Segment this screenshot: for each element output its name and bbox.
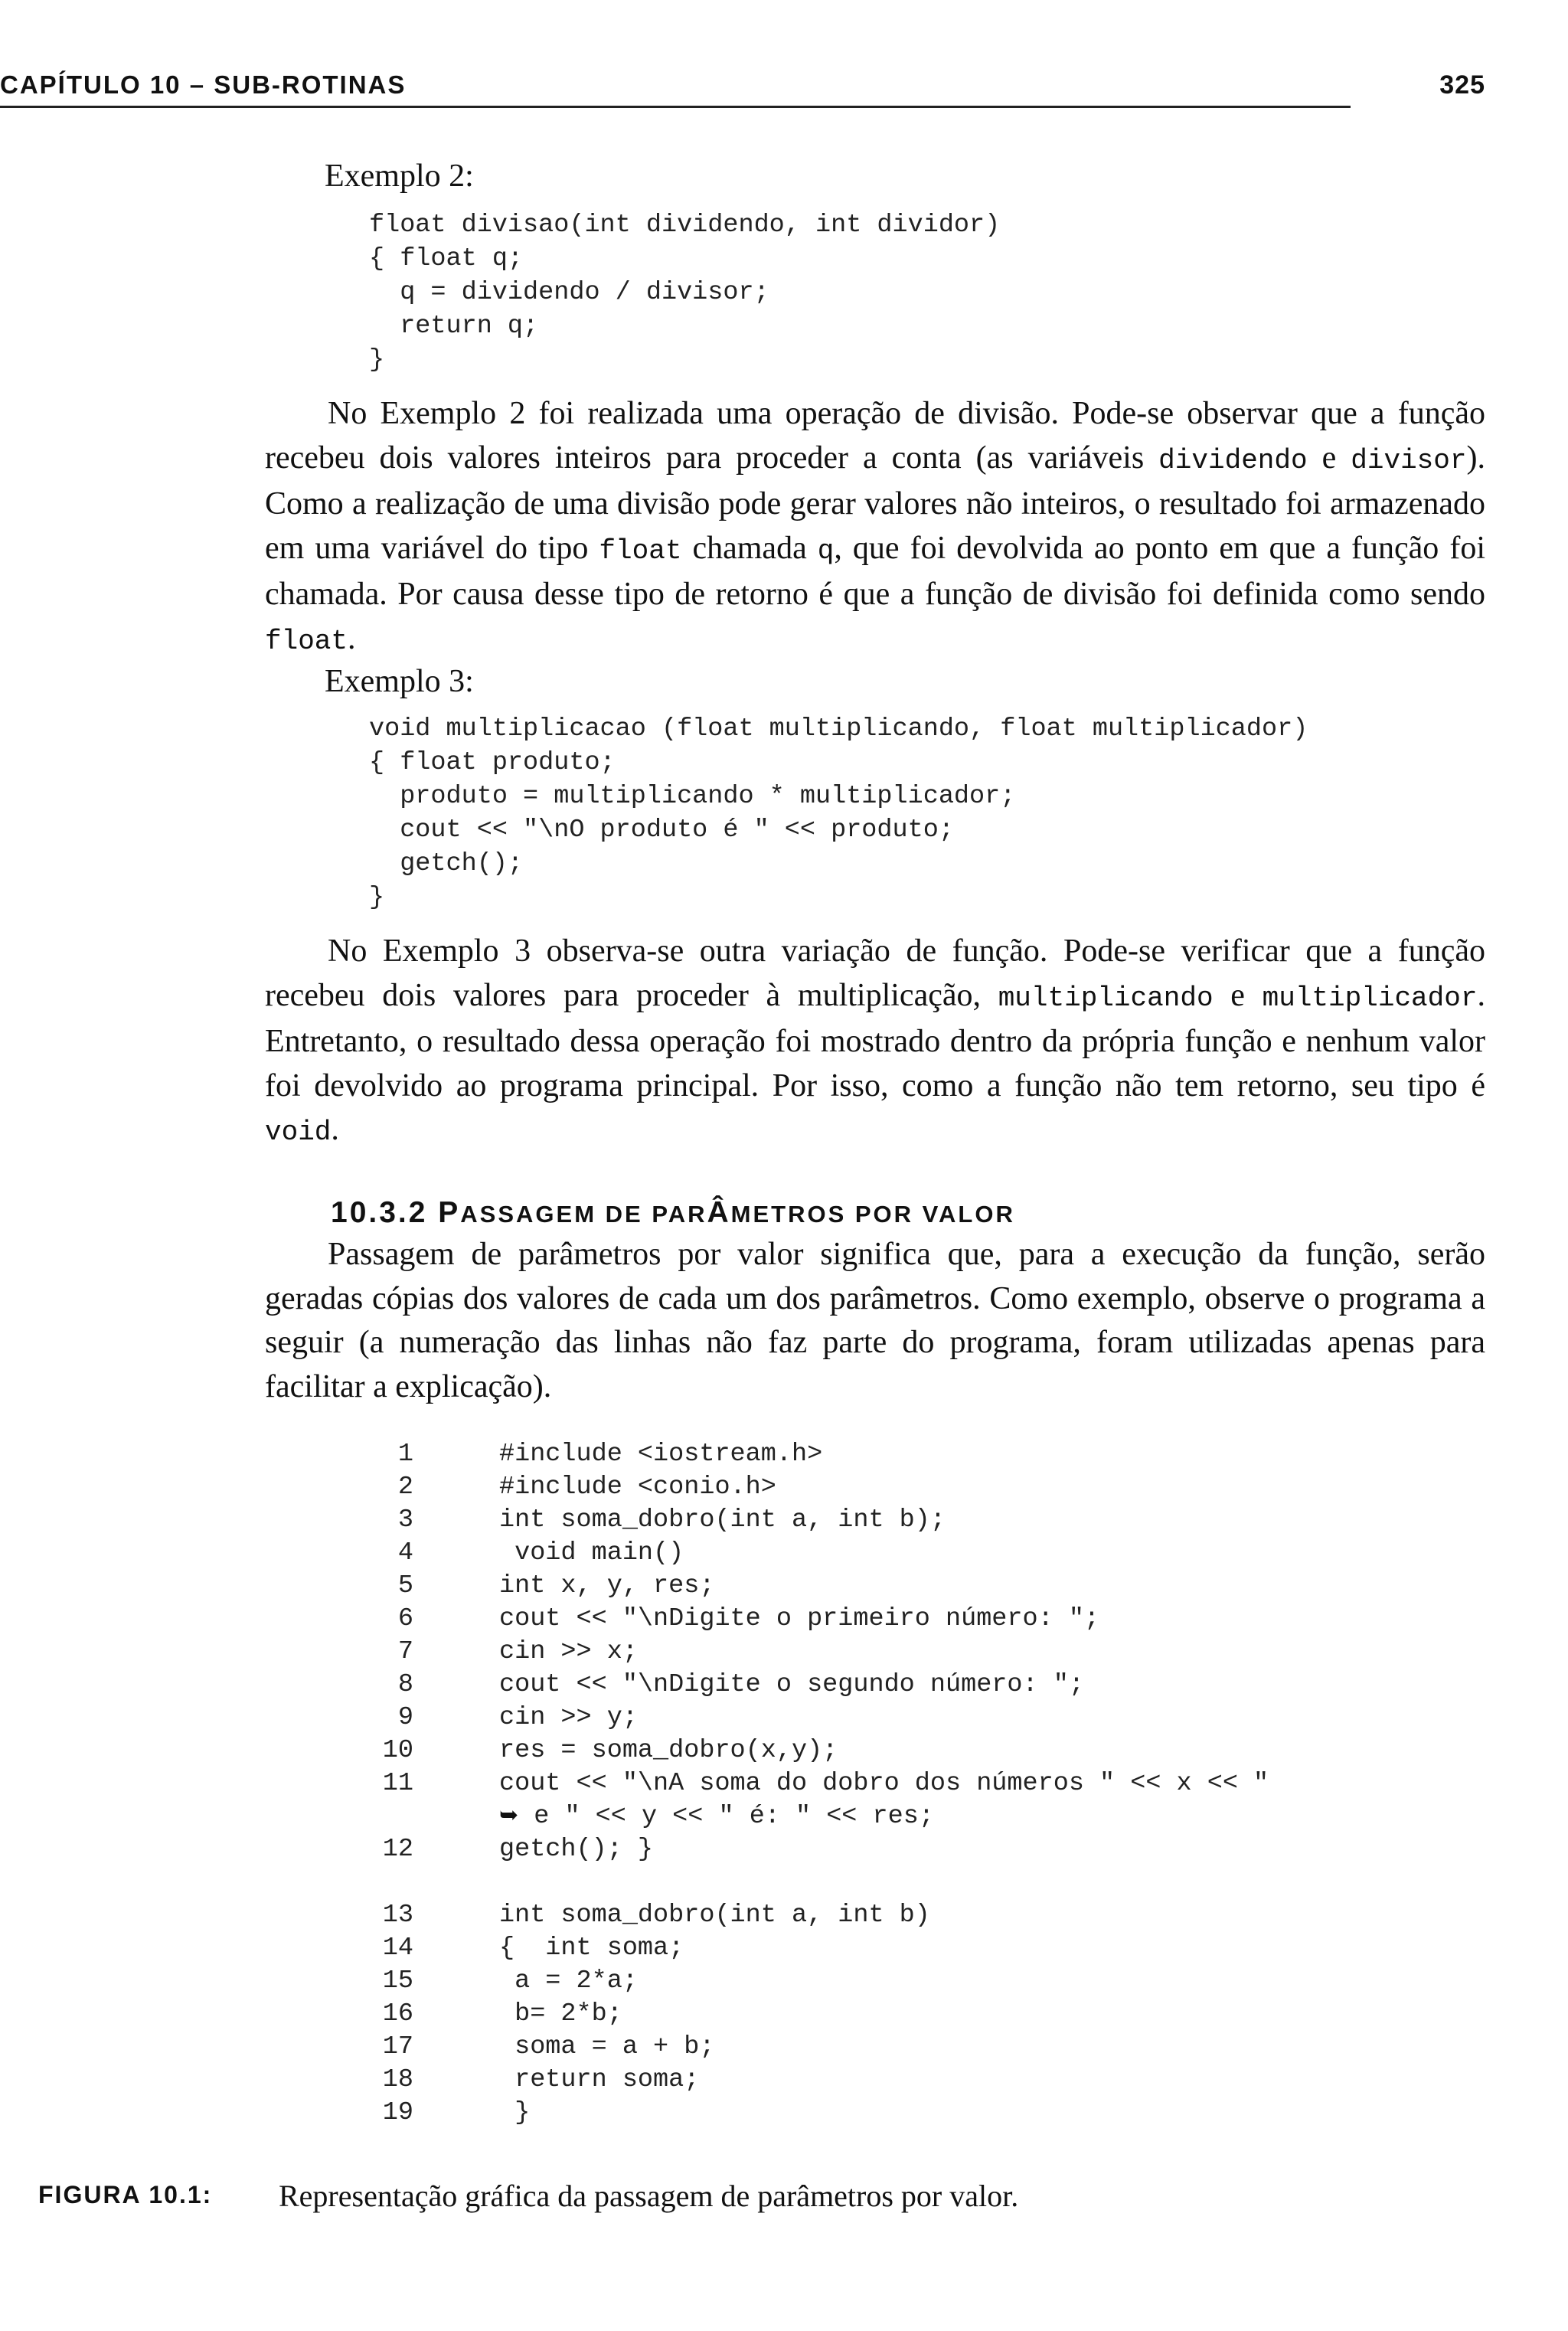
paragraph-example-3: No Exemplo 3 observa-se outra variação de função. Pode-se verificar que a função recebeu dois valores para proceder à multiplicação, multiplicando e multiplicador. Entretanto, o resultado dessa operação foi mostrado dentro da própria função e nenhum valor foi devolvido ao programa principal. Por isso, como a função não tem retorno, seu tipo é void.	[265, 933, 1485, 1148]
header-rule	[0, 106, 1351, 108]
line-number: 15	[382, 1966, 413, 1996]
inline-code: multiplicando	[998, 982, 1214, 1014]
example-3-code: void multiplicacao (float multiplicando, float multiplicador) { float produto; produto = multiplicando * multiplicador; cout << "\nO produto é " << produto; getch(); }	[369, 714, 1308, 912]
line-number: 11	[382, 1769, 413, 1798]
inline-code: multiplicador	[1262, 982, 1478, 1014]
line-number: 13	[382, 1901, 413, 1930]
code-line-continuation: ➥ e " << y << " é: " << res;	[499, 1802, 934, 1831]
example-2-label: Exemplo 2:	[325, 159, 474, 194]
section-heading: 10.3.2 PASSAGEM DE PARÂMETROS POR VALOR	[331, 1196, 1015, 1229]
running-header	[0, 70, 1485, 109]
code-line: getch(); }	[499, 1835, 654, 1864]
code-line: soma = a + b;	[499, 2032, 715, 2061]
code-line: int x, y, res;	[499, 1571, 715, 1600]
code-line: #include <iostream.h>	[499, 1440, 823, 1469]
paragraph-passagem: Passagem de parâmetros por valor significa que, para a execução da função, serão geradas cópias dos valores de cada um dos parâmetros. Como exemplo, observe o programa a seguir (a numeração das linhas não faz parte do programa, foram utilizadas apenas para facilitar a explicação).	[265, 1237, 1485, 1404]
code-line: cin >> y;	[499, 1703, 638, 1732]
code-line: cin >> x;	[499, 1637, 638, 1666]
code-line: int soma_dobro(int a, int b);	[499, 1506, 946, 1535]
code-line: int soma_dobro(int a, int b)	[499, 1901, 930, 1930]
line-number: 19	[382, 2098, 413, 2127]
code-line: { int soma;	[499, 1934, 684, 1963]
example-3-label: Exemplo 3:	[325, 664, 474, 699]
inline-code: divisor	[1351, 444, 1467, 476]
code-line: cout << "\nA soma do dobro dos números " << x << "	[499, 1769, 1269, 1798]
line-number: 18	[382, 2065, 413, 2094]
code-line: }	[499, 2098, 531, 2127]
inline-code: float	[599, 535, 682, 567]
code-line: #include <conio.h>	[499, 1473, 776, 1502]
line-number: 2	[397, 1473, 413, 1502]
continuation-arrow-icon: ➥	[499, 1802, 519, 1829]
line-number: 8	[397, 1670, 413, 1699]
figure-caption: Representação gráfica da passagem de parâmetros por valor.	[279, 2179, 1019, 2213]
figure-label: FIGURA 10.1:	[38, 2181, 213, 2208]
line-number: 12	[382, 1835, 413, 1864]
inline-code: q	[817, 535, 835, 567]
line-number: 5	[397, 1571, 413, 1600]
line-number: 9	[397, 1703, 413, 1732]
chapter-title: CAPÍTULO 10 – SUB-ROTINAS	[0, 70, 407, 99]
code-line: res = soma_dobro(x,y);	[499, 1736, 838, 1765]
line-number: 4	[397, 1538, 413, 1568]
line-number: 1	[397, 1440, 413, 1469]
inline-code: float	[265, 625, 348, 657]
inline-code: void	[265, 1116, 332, 1148]
line-number: 16	[382, 1999, 413, 2029]
line-number: 7	[397, 1637, 413, 1666]
line-number: 14	[382, 1934, 413, 1963]
line-number: 10	[382, 1736, 413, 1765]
line-number: 6	[397, 1604, 413, 1633]
paragraph-example-2: No Exemplo 2 foi realizada uma operação de divisão. Pode-se observar que a função recebeu dois valores inteiros para proceder a conta (as variáveis dividendo e divisor). Como a realização de uma divisão pode gerar valores não inteiros, o resultado foi armazenado em uma variável do tipo float chamada q, que foi devolvida ao ponto em que a função foi chamada. Por causa desse tipo de retorno é que a função de divisão foi definida como sendo float.	[265, 396, 1485, 657]
code-line: return soma;	[499, 2065, 700, 2094]
code-line: void main()	[499, 1538, 684, 1568]
line-number: 3	[397, 1506, 413, 1535]
code-line: b= 2*b;	[499, 1999, 622, 2029]
example-2-code: float divisao(int dividendo, int dividor) { float q; q = dividendo / divisor; return q; }	[369, 211, 1001, 374]
line-number: 17	[382, 2032, 413, 2061]
code-line: a = 2*a;	[499, 1966, 638, 1996]
inline-code: dividendo	[1158, 444, 1308, 476]
page-number: 325	[1439, 70, 1485, 100]
code-line: cout << "\nDigite o segundo número: ";	[499, 1670, 1084, 1699]
code-line: cout << "\nDigite o primeiro número: ";	[499, 1604, 1100, 1633]
